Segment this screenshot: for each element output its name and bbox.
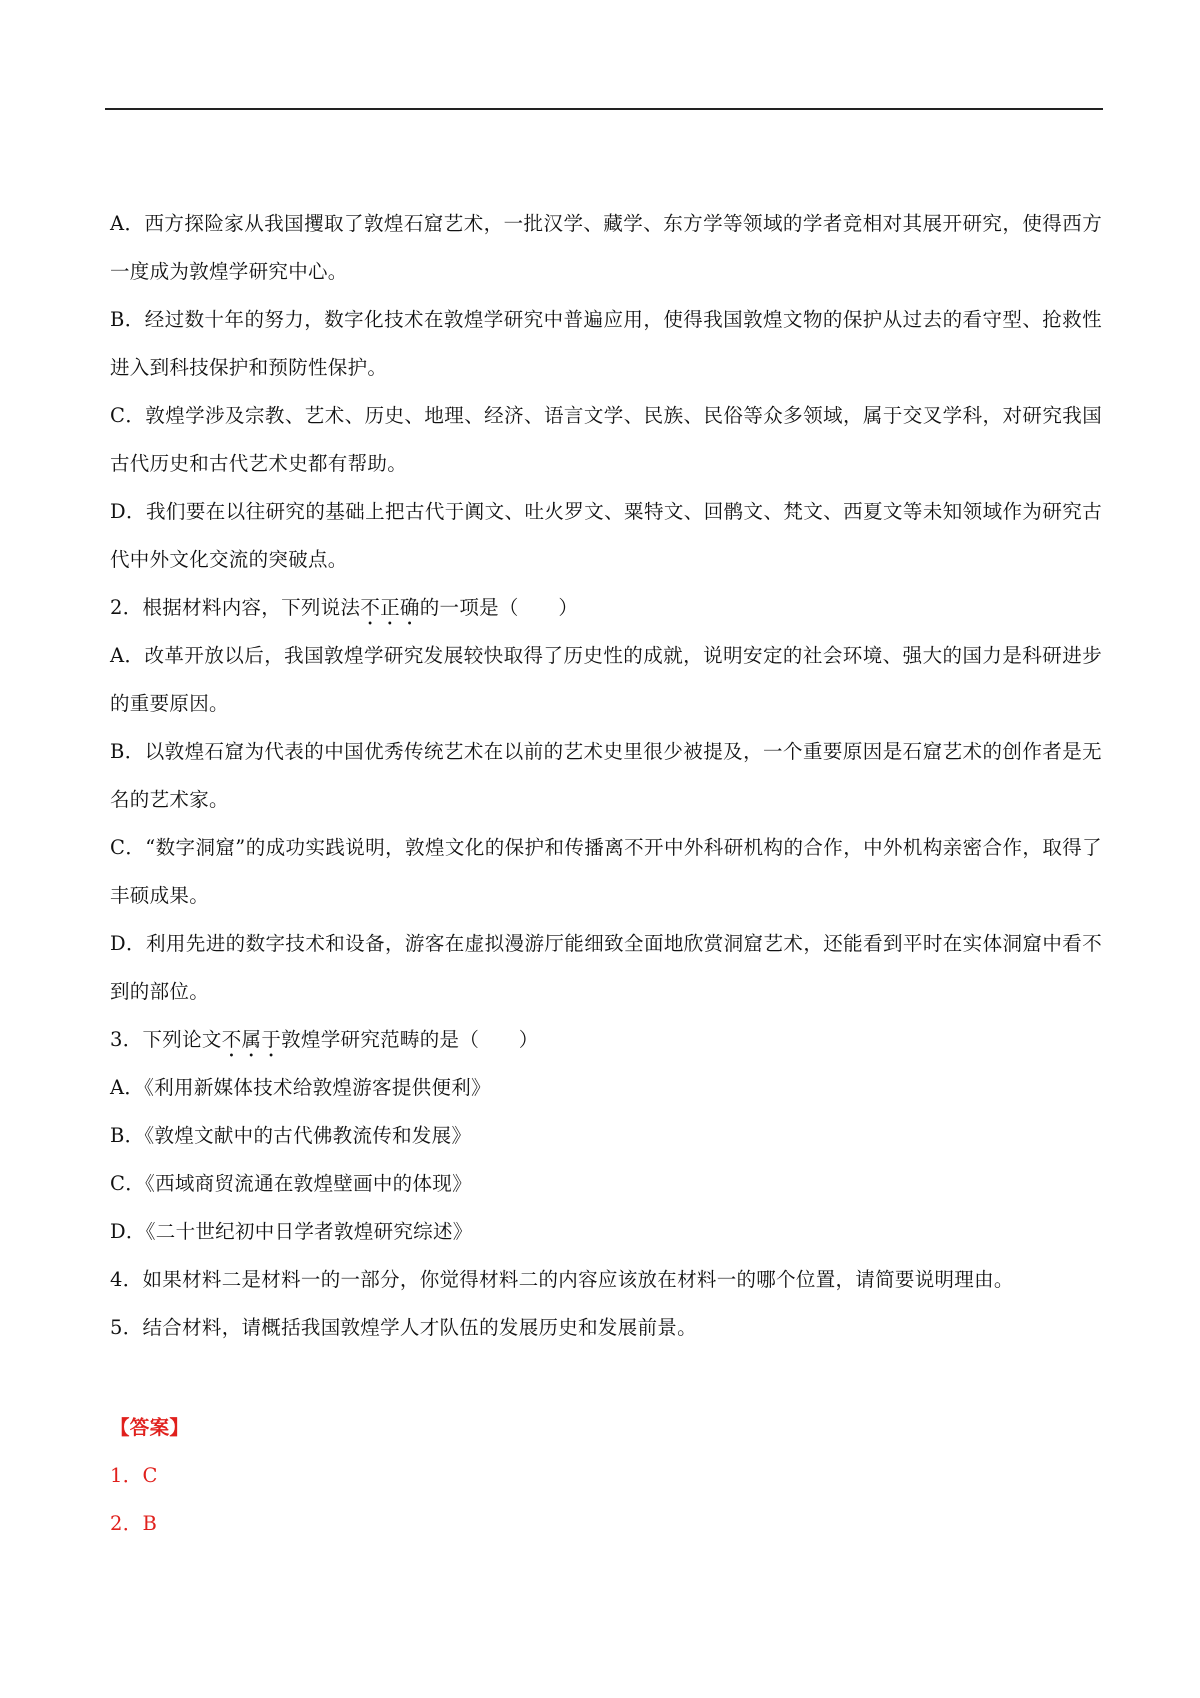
question-3-suffix: 敦煌学研究范畴的是（ ）	[281, 1028, 539, 1051]
question-3-prefix: 3．下列论文	[110, 1028, 222, 1051]
question-2-prefix: 2．根据材料内容，下列说法	[110, 596, 361, 619]
question-2-stem	[110, 584, 1102, 632]
q3-option-c: C．《西域商贸流通在敦煌壁画中的体现》	[110, 1172, 472, 1195]
q2-option-b: B．以敦煌石窟为代表的中国优秀传统艺术在以前的艺术史里很少被提及，一个重要原因是石窟艺术的创作者是无名的艺术家。	[110, 740, 1102, 811]
question-3-stem	[110, 1016, 1102, 1064]
q2-option-d: D．利用先进的数字技术和设备，游客在虚拟漫游厅能细致全面地欣赏洞窟艺术，还能看到平时在实体洞窟中看不到的部位。	[110, 932, 1102, 1003]
question-4: 4．如果材料二是材料一的一部分，你觉得材料二的内容应该放在材料一的哪个位置，请简要说明理由。	[110, 1268, 1014, 1291]
q2-option-c: C．“数字洞窟”的成功实践说明，敦煌文化的保护和传播离不开中外科研机构的合作，中外机构亲密合作，取得了丰硕成果。	[110, 836, 1102, 907]
q3-option-a: A．《利用新媒体技术给敦煌游客提供便利》	[110, 1076, 491, 1099]
answer-title: 【答案】	[110, 1416, 190, 1439]
answer-1: 1．C	[110, 1464, 158, 1487]
q2-option-a: A．改革开放以后，我国敦煌学研究发展较快取得了历史性的成就，说明安定的社会环境、强大的国力是科研进步的重要原因。	[110, 644, 1102, 715]
question-3-emphasis: 不属于	[221, 1028, 282, 1051]
q3-option-d: D．《二十世纪初中日学者敦煌研究综述》	[110, 1220, 473, 1243]
document-body	[110, 200, 1102, 1548]
q1-option-b: B．经过数十年的努力，数字化技术在敦煌学研究中普遍应用，使得我国敦煌文物的保护从过去的看守型、抢救性进入到科技保护和预防性保护。	[110, 308, 1102, 379]
q1-option-a: A．西方探险家从我国攫取了敦煌石窟艺术，一批汉学、藏学、东方学等领域的学者竞相对其展开研究，使得西方一度成为敦煌学研究中心。	[110, 212, 1102, 283]
question-2-suffix: 的一项是（ ）	[419, 596, 579, 619]
answer-2: 2．B	[110, 1512, 158, 1535]
header-rule	[105, 108, 1103, 110]
question-5: 5．结合材料，请概括我国敦煌学人才队伍的发展历史和发展前景。	[110, 1316, 697, 1339]
question-2-emphasis: 不正确	[360, 596, 420, 619]
q3-option-b: B．《敦煌文献中的古代佛教流传和发展》	[110, 1124, 472, 1147]
q1-option-c: C．敦煌学涉及宗教、艺术、历史、地理、经济、语言文学、民族、民俗等众多领域，属于交叉学科，对研究我国古代历史和古代艺术史都有帮助。	[110, 404, 1102, 475]
q1-option-d: D．我们要在以往研究的基础上把古代于阗文、吐火罗文、粟特文、回鹘文、梵文、西夏文等未知领域作为研究古代中外文化交流的突破点。	[110, 500, 1102, 571]
